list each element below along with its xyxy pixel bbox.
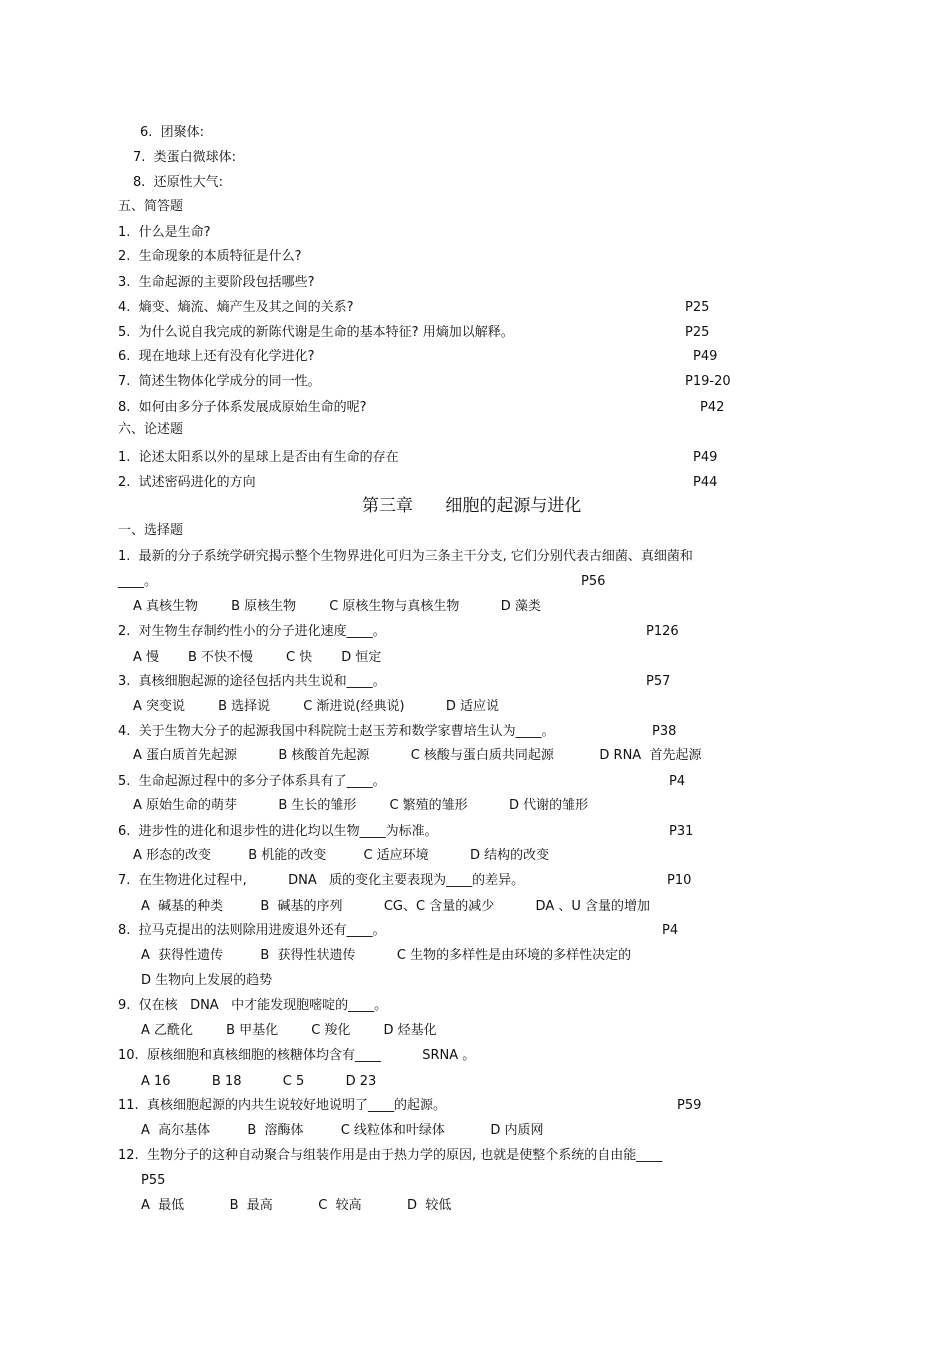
page-reference: P59: [677, 1098, 702, 1113]
answer-options: A 蛋白质首先起源 B 核酸首先起源 C 核酸与蛋白质共同起源 D RNA 首先起源: [133, 748, 702, 763]
question-item: 6. 现在地球上还有没有化学进化?: [118, 349, 315, 364]
question-item: 7. 简述生物体化学成分的同一性。: [118, 374, 321, 389]
page-reference: P38: [652, 724, 677, 739]
question-item: 3. 生命起源的主要阶段包括哪些?: [118, 275, 315, 290]
question-item: 1. 什么是生命?: [118, 225, 211, 240]
answer-options: A 获得性遗传 B 获得性状遗传 C 生物的多样性是由环境的多样性决定的: [141, 948, 632, 963]
question-item: ____。: [118, 574, 158, 589]
page-reference: P44: [693, 475, 718, 490]
question-item: 4. 熵变、熵流、熵产生及其之间的关系?: [118, 300, 354, 315]
answer-options: A 突变说 B 选择说 C 渐进说(经典说) D 适应说: [133, 699, 500, 714]
question-item: 10. 原核细胞和真核细胞的核糖体均含有____ SRNA 。: [118, 1048, 476, 1063]
page-reference: P57: [646, 674, 671, 689]
page-reference: P19-20: [685, 374, 731, 389]
question-item: 7. 在生物进化过程中, DNA 质的变化主要表现为____的差异。: [118, 873, 525, 888]
question-item: 9. 仅在核 DNA 中才能发现胞嘧啶的____。: [118, 998, 388, 1013]
section-heading: 五、简答题: [118, 199, 184, 214]
question-item: 3. 真核细胞起源的途径包括内共生说和____。: [118, 674, 386, 689]
question-item: 1. 论述太阳系以外的星球上是否由有生命的存在: [118, 450, 399, 465]
question-item: 4. 关于生物大分子的起源我国中科院院士赵玉芳和数学家曹培生认为____。: [118, 724, 555, 739]
question-item: 5. 生命起源过程中的多分子体系具有了____。: [118, 774, 386, 789]
answer-options: A 最低 B 最高 C 较高 D 较低: [141, 1198, 452, 1213]
question-item: 2. 生命现象的本质特征是什么?: [118, 249, 302, 264]
question-item: 5. 为什么说自我完成的新陈代谢是生命的基本特征? 用熵加以解释。: [118, 325, 514, 340]
section-heading: 六、论述题: [118, 422, 184, 437]
answer-options: A 真核生物 B 原核生物 C 原核生物与真核生物 D 藻类: [133, 599, 541, 614]
question-item: 2. 对生物生存制约性小的分子进化速度____。: [118, 624, 386, 639]
answer-options: A 形态的改变 B 机能的改变 C 适应环境 D 结构的改变: [133, 848, 550, 863]
page-reference: P49: [693, 450, 718, 465]
question-item: 8. 拉马克提出的法则除用进废退外还有____。: [118, 923, 386, 938]
term-item: 6. 团聚体:: [140, 125, 205, 140]
question-item: 8. 如何由多分子体系发展成原始生命的呢?: [118, 400, 367, 415]
answer-options: A 高尔基体 B 溶酶体 C 线粒体和叶绿体 D 内质网: [141, 1123, 544, 1138]
answer-options: A 原始生命的萌芽 B 生长的雏形 C 繁殖的雏形 D 代谢的雏形: [133, 798, 589, 813]
answer-options: A 慢 B 不快不慢 C 快 D 恒定: [133, 650, 382, 665]
page-reference: P42: [700, 400, 725, 415]
page-reference: P25: [685, 300, 710, 315]
term-item: 8. 还原性大气:: [133, 175, 224, 190]
question-item: 2. 试述密码进化的方向: [118, 475, 256, 490]
answer-options: D 生物向上发展的趋势: [141, 973, 273, 988]
page-reference: P55: [141, 1173, 166, 1188]
chapter-title: 第三章 细胞的起源与进化: [362, 496, 582, 516]
question-item: 6. 进步性的进化和退步性的进化均以生物____为标准。: [118, 824, 438, 839]
page-reference: P25: [685, 325, 710, 340]
page-reference: P10: [667, 873, 692, 888]
question-item: 1. 最新的分子系统学研究揭示整个生物界进化可归为三条主干分支, 它们分别代表古细菌、真细菌和: [118, 549, 693, 564]
question-item: 12. 生物分子的这种自动聚合与组装作用是由于热力学的原因, 也就是使整个系统的自由能____: [118, 1148, 663, 1163]
answer-options: A 碱基的种类 B 碱基的序列 CG、C 含量的减少 DA 、U 含量的增加: [141, 899, 650, 914]
page-reference: P56: [581, 574, 606, 589]
answer-options: A 乙酰化 B 甲基化 C 羧化 D 烃基化: [141, 1023, 437, 1038]
page-reference: P4: [669, 774, 686, 789]
question-item: 11. 真核细胞起源的内共生说较好地说明了____的起源。: [118, 1098, 446, 1113]
term-item: 7. 类蛋白微球体:: [133, 150, 237, 165]
page-reference: P126: [646, 624, 679, 639]
page-reference: P4: [662, 923, 679, 938]
page-reference: P31: [669, 824, 694, 839]
page-reference: P49: [693, 349, 718, 364]
answer-options: A 16 B 18 C 5 D 23: [141, 1074, 377, 1089]
section-heading: 一、选择题: [118, 523, 184, 538]
